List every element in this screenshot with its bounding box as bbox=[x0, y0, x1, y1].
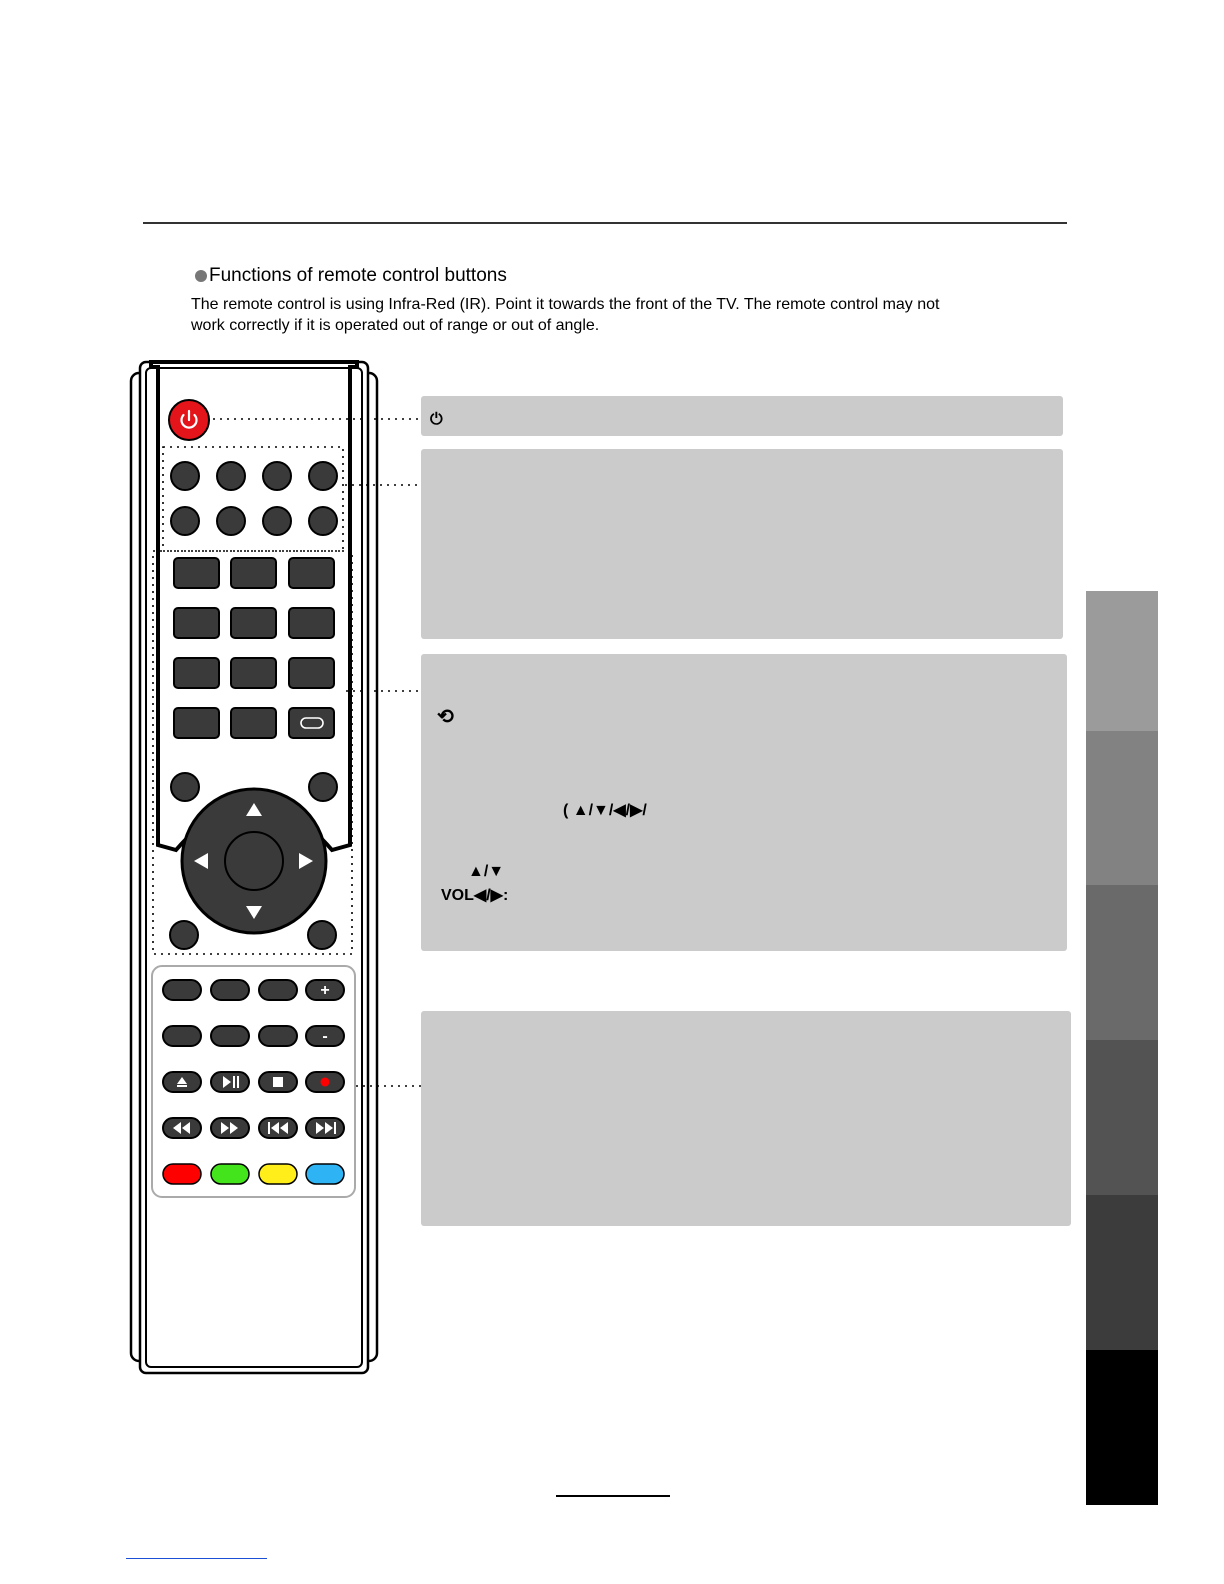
channel-arrows-text: ▲/▼ bbox=[468, 863, 505, 880]
section-heading-text: Functions of remote control buttons bbox=[209, 265, 507, 286]
navigation-pad[interactable] bbox=[182, 789, 326, 933]
power-symbol-icon: ⏻ bbox=[430, 411, 443, 428]
function-key-3[interactable] bbox=[263, 462, 291, 490]
intro-line-2: work correctly if it is operated out of range or out of angle. bbox=[191, 317, 600, 334]
number-key-4[interactable] bbox=[174, 608, 219, 638]
recall-symbol-icon: ⟲ bbox=[437, 706, 454, 728]
stop-icon bbox=[273, 1077, 283, 1087]
corner-key-bottom-left[interactable] bbox=[170, 921, 198, 949]
number-key-1[interactable] bbox=[174, 558, 219, 588]
blue-key[interactable] bbox=[306, 1164, 344, 1184]
red-key[interactable] bbox=[163, 1164, 201, 1184]
number-key-5[interactable] bbox=[231, 608, 276, 638]
nav-arrows-text: ( ▲/▼/◀/▶/ bbox=[563, 802, 647, 819]
ok-button[interactable] bbox=[225, 832, 283, 890]
media-key-r1c1[interactable] bbox=[163, 980, 201, 1000]
media-key-r1c3[interactable] bbox=[259, 980, 297, 1000]
media-key-r2c2[interactable] bbox=[211, 1026, 249, 1046]
recall-key[interactable] bbox=[289, 708, 334, 738]
volume-minus-label: - bbox=[322, 1028, 328, 1045]
number-key-9[interactable] bbox=[289, 658, 334, 688]
power-button[interactable] bbox=[169, 400, 209, 440]
corner-key-top-left[interactable] bbox=[171, 773, 199, 801]
volume-plus-label: + bbox=[320, 982, 330, 999]
media-key-r2c3[interactable] bbox=[259, 1026, 297, 1046]
corner-key-bottom-right[interactable] bbox=[308, 921, 336, 949]
yellow-key[interactable] bbox=[259, 1164, 297, 1184]
number-key-10[interactable] bbox=[174, 708, 219, 738]
function-key-4[interactable] bbox=[309, 462, 337, 490]
number-key-6[interactable] bbox=[289, 608, 334, 638]
number-key-3[interactable] bbox=[289, 558, 334, 588]
function-key-8[interactable] bbox=[309, 507, 337, 535]
media-key-r2c1[interactable] bbox=[163, 1026, 201, 1046]
function-key-7[interactable] bbox=[263, 507, 291, 535]
green-key[interactable] bbox=[211, 1164, 249, 1184]
function-key-6[interactable] bbox=[217, 507, 245, 535]
function-key-1[interactable] bbox=[171, 462, 199, 490]
corner-key-top-right[interactable] bbox=[309, 773, 337, 801]
intro-line-1: The remote control is using Infra-Red (IR). Point it towards the front of the TV. The remote control may not bbox=[191, 296, 940, 313]
function-key-2[interactable] bbox=[217, 462, 245, 490]
media-key-r1c2[interactable] bbox=[211, 980, 249, 1000]
number-key-0[interactable] bbox=[231, 708, 276, 738]
number-key-8[interactable] bbox=[231, 658, 276, 688]
record-icon bbox=[321, 1078, 330, 1087]
volume-arrows-text: VOL◀/▶: bbox=[441, 887, 509, 904]
number-key-7[interactable] bbox=[174, 658, 219, 688]
function-key-5[interactable] bbox=[171, 507, 199, 535]
number-key-2[interactable] bbox=[231, 558, 276, 588]
